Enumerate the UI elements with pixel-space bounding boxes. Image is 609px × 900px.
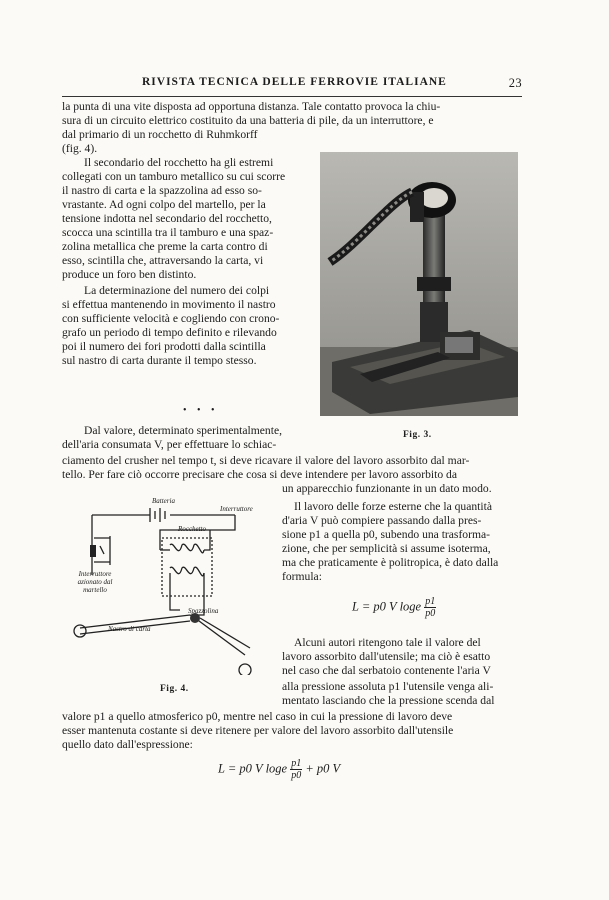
equation-2-rhs: + p0 V — [305, 761, 341, 776]
fig3-apparatus-illustration — [320, 152, 518, 416]
text-line: valore p1 a quello atmosferico p0, mentre nel caso in cui la pressione di lavoro deve — [62, 710, 453, 723]
fig3-photograph — [320, 152, 518, 416]
label-nastro: Nastro di carta — [108, 625, 151, 633]
label-rocchetto: Rocchetto — [178, 525, 206, 533]
text-line: dell'aria consumata V, per effettuare lo schiac- — [62, 438, 277, 451]
text-line: poi il numero dei fori prodotti dalla scintilla — [62, 340, 266, 353]
section-separator: • • • — [183, 405, 219, 416]
running-header — [62, 76, 522, 92]
text-line: esser mantenuta costante si deve ritenere per valore del lavoro assorbito dall'utensile — [62, 724, 454, 737]
equation-2-lhs: L = p0 V loge — [218, 761, 288, 776]
equation-1-lhs: L = p0 V loge — [352, 599, 422, 614]
equation-2-fraction — [290, 758, 302, 781]
label-interruttore-martello: Interruttore azionato dal martello — [77, 570, 113, 594]
text-line: dal primario di un rocchetto di Ruhmkorff — [62, 128, 258, 141]
label-interruttore: Interruttore — [220, 505, 253, 513]
text-line: vrastante. Ad ogni colpo del martello, per la — [62, 198, 266, 211]
text-line: produce un foro ben distinto. — [62, 268, 197, 281]
text-line: mentato lasciando che la pressione scenda dal — [282, 694, 495, 707]
text-line: Il lavoro delle forze esterne che la quantità — [294, 500, 492, 513]
fig4-caption: Fig. 4. — [160, 684, 189, 694]
text-line: con sufficiente velocità e cogliendo con crono- — [62, 312, 280, 325]
text-line: zione, che per semplicità si assume isoterma, — [282, 542, 491, 555]
text-line: Alcuni autori ritengono tale il valore del — [294, 636, 481, 649]
fig3-caption: Fig. 3. — [403, 430, 432, 440]
page-number: 23 — [508, 76, 522, 90]
text-line: Dal valore, determinato sperimentalmente, — [84, 424, 282, 437]
text-line: ma che praticamente è politropica, è dato dalla — [282, 556, 499, 569]
text-line: si effettua mantenendo in movimento il nastro — [62, 298, 276, 311]
text-line: zolina metallica che preme la carta contro di — [62, 240, 268, 253]
equation-1-denominator: p0 — [425, 608, 436, 619]
text-line: sul nastro di carta durante il tempo stesso. — [62, 354, 257, 367]
text-line: formula: — [282, 570, 322, 583]
text-line: collegati con un tamburo metallico su cui scorre — [62, 170, 286, 183]
equation-2 — [218, 758, 340, 781]
equation-1-fraction — [424, 596, 436, 619]
header-rule — [62, 96, 522, 97]
text-line: scocca una scintilla tra il tamburo e una spaz- — [62, 226, 274, 239]
label-spazzolina: Spazzolina — [188, 607, 219, 615]
text-line: alla pressione assoluta p1 l'utensile venga ali- — [282, 680, 494, 693]
journal-title: RIVISTA TECNICA DELLE FERROVIE ITALIANE — [142, 76, 447, 88]
equation-2-denominator: p0 — [291, 770, 302, 781]
text-line: nel caso che dal serbatoio contenente l'aria V — [282, 664, 491, 677]
equation-1-numerator: p1 — [425, 596, 436, 607]
text-line: esso, scintilla che, attraversando la carta, vi — [62, 254, 264, 267]
fig4-circuit-diagram — [70, 490, 270, 675]
text-line: grafo un periodo di tempo definito e rilevando — [62, 326, 277, 339]
text-line: un apparecchio funzionante in un dato modo. — [282, 482, 492, 495]
text-line: d'aria V può compiere passando dalla pres- — [282, 514, 482, 527]
text-line: La determinazione del numero dei colpi — [84, 284, 270, 297]
text-line: (fig. 4). — [62, 142, 98, 155]
text-line: ciamento del crusher nel tempo t, si deve ricavare il valore del lavoro assorbito dal mar- — [62, 454, 470, 467]
text-line: tello. Per fare ciò occorre precisare che cosa si deve intendere per lavoro assorbito da — [62, 468, 457, 481]
text-line: quello dato dall'espressione: — [62, 738, 193, 751]
text-line: sione p1 a quella p0, subendo una trasforma- — [282, 528, 490, 541]
text-line: tensione indotta nel secondario del rocchetto, — [62, 212, 272, 225]
text-line: Il secondario del rocchetto ha gli estremi — [84, 156, 274, 169]
text-line: il nastro di carta e la spazzolina ad esso so- — [62, 184, 262, 197]
equation-2-numerator: p1 — [291, 758, 302, 769]
equation-1 — [352, 596, 436, 619]
label-batteria: Batteria — [152, 497, 175, 505]
text-line: lavoro assorbito dall'utensile; ma ciò è esatto — [282, 650, 491, 663]
text-line: la punta di una vite disposta ad opportuna distanza. Tale contatto provoca la chiu- — [62, 100, 441, 113]
text-line: sura di un circuito elettrico costituito da una batteria di pile, da un interruttore, e — [62, 114, 434, 127]
